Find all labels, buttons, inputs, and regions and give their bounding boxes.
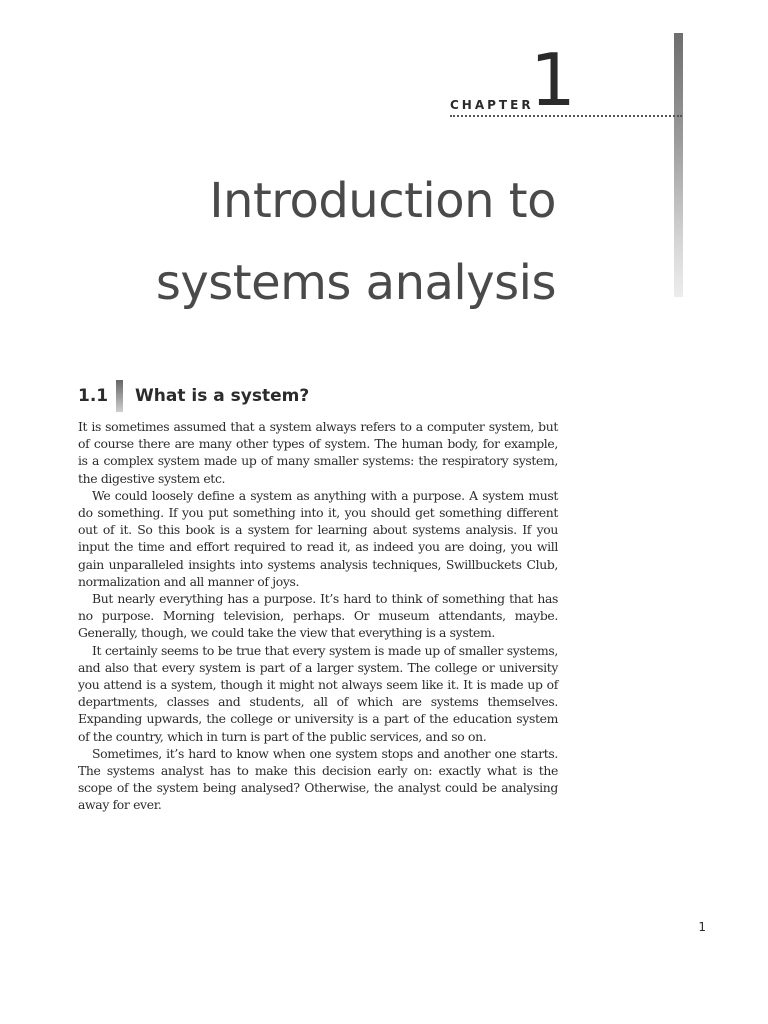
chapter-title-line-1: Introduction to <box>209 173 556 229</box>
section-number: 1.1 <box>78 386 109 406</box>
page-number: 1 <box>698 920 706 934</box>
chapter-title-line-2: systems analysis <box>155 255 556 311</box>
body-text <box>78 418 558 814</box>
paragraph: It is sometimes assumed that a system always refers to a computer system, but of course there are many other types of system. The human body, for example, is a complex system made up of many smaller systems: the respiratory system, the digestive system etc. <box>78 419 558 486</box>
chapter-dotted-rule <box>450 115 682 117</box>
chapter-side-bar <box>674 33 683 297</box>
section-heading <box>78 380 309 412</box>
paragraph: We could loosely define a system as anything with a purpose. A system must do something. If you put something into it, you should get something different out of it. So this book is a system for learning about systems analysis. If you input the time and effort required to read it, as indeed you are doing, you will gain unparalleled insights into systems analysis techniques, Swillbuckets Club, normalization and all manner of joys. <box>78 487 558 589</box>
chapter-number: 1 <box>530 38 576 122</box>
paragraph: Sometimes, it’s hard to know when one system stops and another one starts. The systems analyst has to make this decision early on: exactly what is the scope of the system being analysed? Otherwise, the analyst could be analysing away for ever. <box>78 745 558 813</box>
section-marker-bar <box>116 380 123 412</box>
chapter-label: CHAPTER <box>450 98 534 112</box>
paragraph: But nearly everything has a purpose. It’s hard to think of something that has no purpose. Morning television, perhaps. Or museum attendants, maybe. Generally, though, we could take the view that everything is a system. <box>78 591 558 641</box>
paragraph: It certainly seems to be true that every system is made up of smaller systems, and also that every system is part of a larger system. The college or university you attend is a system, though it might not always seem like it. It is made up of departments, classes and students, all of which are systems themselves. Expanding upwards, the college or university is a part of the education system of the country, which in turn is part of the public services, and so on. <box>78 642 558 744</box>
chapter-title <box>156 160 556 324</box>
section-title: What is a system? <box>135 386 310 406</box>
